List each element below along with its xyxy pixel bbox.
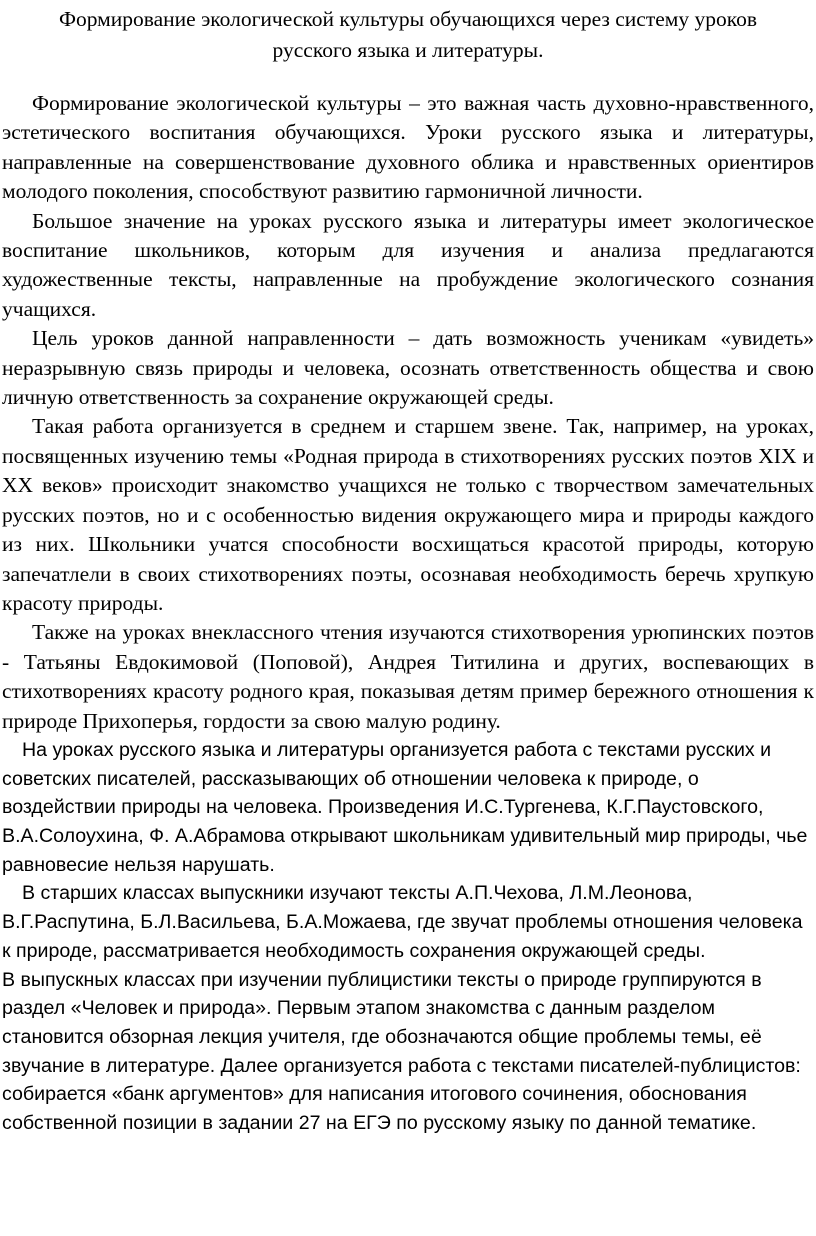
paragraph-senior-classes: В старших классах выпускники изучают тексты А.П.Чехова, Л.М.Леонова, В.Г.Распутина, Б.Л.Васильева, Б.А.Можаева, где звучат проблемы отношения человека к природе, рассматривается необходимость сохранения окружающей среды. [2, 882, 803, 962]
document-title [2, 4, 814, 66]
paragraph-graduation-classes: В выпускных классах при изучении публицистики тексты о природе группируются в раздел «Человек и природа». Первым этапом знакомства с данным разделом становится обзорная лекция учителя, где обозначаются общие проблемы темы, её звучание в литературе. Далее организуется работа с текстами писателей-публицистов: собирается «банк аргументов» для написания итогового сочинения, обоснования собственной позиции в задании 27 на ЕГЭ по русскому языку по данной тематике. [2, 968, 801, 1135]
paragraph-middle-senior-school: Такая работа организуется в среднем и старшем звене. Так, например, на уроках, посвященных изучению темы «Родная природа в стихотворениях русских поэтов XIX и XX веков» происходит знакомство учащихся не только с творчеством замечательных русских поэтов, но и с особенностью видения окружающего мира и природы каждого из них. Школьники учатся способности восхищаться красотой природы, которую запечатлели в своих стихотворениях поэты, осознавая необходимость беречь хрупкую красоту природы. [2, 414, 814, 615]
paragraph-russian-soviet-writers: На уроках русского языка и литературы организуется работа с текстами русских и советских писателей, рассказывающих об отношении человека к природе, о воздействии природы на человека. Произведения И.С.Тургенева, К.Г.Паустовского, В.А.Солоухина, Ф. А.Абрамова открывают школьникам удивительный мир природы, чье равновесие нельзя нарушать. [2, 738, 808, 876]
title-line-2: русского языка и литературы. [272, 38, 544, 62]
paragraph-intro: Формирование экологической культуры – это важная часть духовно-нравственного, эстетического воспитания обучающихся. Уроки русского языка и литературы, направленные на совершенствование духовного облика и нравственных ориентиров молодого поколения, способствуют развитию гармоничной личности. [2, 91, 814, 204]
document-body [2, 89, 814, 1138]
paragraph-ecological-upbringing: Большое значение на уроках русского языка и литературы имеет экологическое воспитание школьников, которым для изучения и анализа предлагаются художественные тексты, направленные на пробуждение экологического сознания учащихся. [2, 208, 814, 321]
paragraph-lesson-goal: Цель уроков данной направленности – дать возможность ученикам «увидеть» неразрывную связь природы и человека, осознать ответственность общества и свою личную ответственность за сохранение окружающей среды. [2, 326, 814, 410]
paragraph-extracurricular-reading: Также на уроках внеклассного чтения изучаются стихотворения урюпинских поэтов - Татьяны Евдокимовой (Поповой), Андрея Титилина и других, воспевающих в стихотворениях красоту родного края, показывая детям пример бережного отношения к природе Прихоперья, гордости за свою малую родину. [2, 620, 814, 733]
title-line-1: Формирование экологической культуры обучающихся через систему уроков [58, 7, 758, 31]
